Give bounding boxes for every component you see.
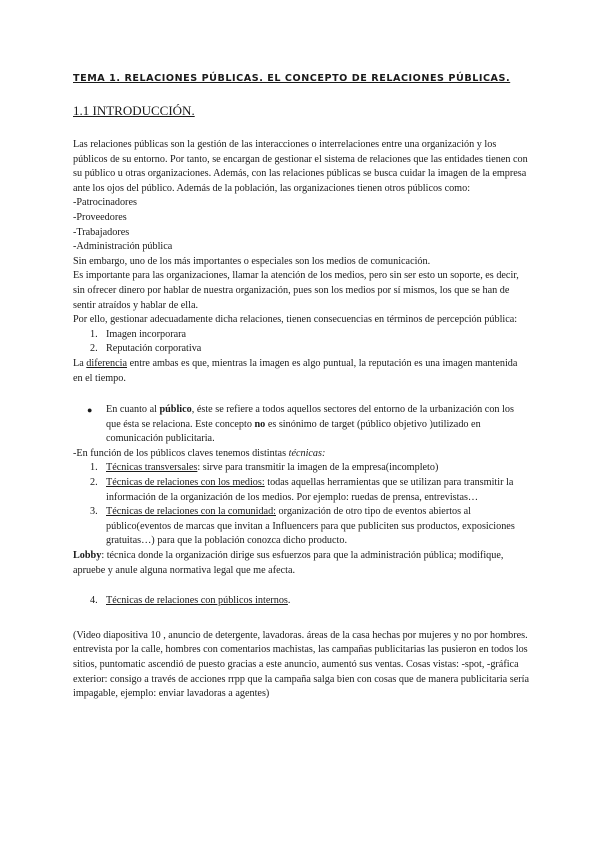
bullet-text: , éste se refiere a todos aquellos sectores del entorno de la urbanización con los que ésta se relaciona. Este concepto [106,404,514,430]
video-note-paragraph: (Video diapositiva 10 , anuncio de detergente, lavadoras. áreas de la casa hechas por mujeres y no por hombres. entrevista por la calle, hombres con comentarios machistas, las campañas publicitarias las pusieron en todos los sitios, puntomatic ascendió de puesto gracias a este anuncio, aumentó sus ventas. Cosas vistas: -spot, -gráfica exterior: consigo a través de acciones rrpp que la campaña salga bien con cosas que de manera publicitaria sería impagable, ejemplo: enviar lavadoras a agentes) [73,629,529,700]
technique-label: Técnicas de relaciones con los medios: [106,477,265,489]
technique-label: Técnicas transversales [106,462,198,474]
public-item: -Trabajadores [73,226,130,238]
list-number: 3. [90,506,98,518]
list-number: 4. [90,595,98,607]
list-number: 1. [90,328,98,340]
lobby-paragraph [73,549,529,578]
consequences-paragraph: Por ello, gestionar adecuadamente dicha relaciones, tienen consecuencias en términos de percepción pública: [73,314,518,326]
public-item: -Proveedores [73,211,127,223]
perception-item [73,328,529,343]
public-item: -Administración pública [73,241,173,253]
public-item: -Patrocinadores [73,197,137,209]
lobby-desc: : técnica donde la organización dirige sus esfuerzos para que la administración pública; modifique, apruebe y anule alguna normativa legal que me afecta. [73,550,504,576]
perception-list [73,328,529,357]
bullet-dot-icon: ● [87,405,93,416]
technique-item [73,594,529,609]
techniques-intro-text: -En función de los públicos claves tenemos distintas [73,447,289,459]
bullet-bold-publico: público [159,404,192,416]
technique-label: Técnicas de relaciones con la comunidad: [106,506,276,518]
technique-suffix: . [287,595,291,607]
intro-paragraph: Las relaciones públicas son la gestión de las interacciones o interrelaciones entre una organización y los públicos de su entorno. Por tanto, se encargan de gestionar el sistema de relaciones que las entidades tienen con su público u otras organizaciones. Además, con las relaciones públicas se busca cuidar la imagen de la empresa ante los ojos del público. Además de la población, las organizaciones tienen otros públicos como: [73,139,528,194]
document-page [73,72,529,702]
list-number: 1. [90,462,98,474]
list-number: 2. [90,343,98,355]
media-important-line: Sin embargo, uno de los más importantes o especiales son los medios de comunicación. [73,255,431,267]
bullet-text: es sinónimo de target (público objetivo )utilizado en comunicación publicitaria. [106,418,481,445]
publics-list [73,196,529,254]
technique-desc: : sirve para transmitir la imagen de la empresa(incompleto) [197,462,439,474]
bullet-bold-no: no [254,418,266,430]
technique-desc: organización de otro tipo de eventos abiertos al público(eventos de marcas que invitan a Influencers para que publiciten sus productos, exposiciones gratuitas…) para que la población conozca dicho producto. [106,506,515,547]
public-bullet [73,403,529,447]
technique-label: Técnicas de relaciones con públicos internos [106,595,288,607]
techniques-intro-italic: técnicas: [288,447,326,459]
list-text: Reputación corporativa [106,343,202,355]
difference-rest: entre ambas es que, mientras la imagen es algo puntual, la reputación es una imagen mantenida en el tiempo. [73,357,518,384]
document-title: TEMA 1. RELACIONES PÚBLICAS. EL CONCEPTO DE RELACIONES PÚBLICAS. [73,73,511,84]
difference-paragraph [73,357,529,386]
difference-prefix: La [73,357,87,369]
techniques-intro [73,447,529,462]
techniques-list-continued [73,594,529,609]
media-paragraph: Es importante para las organizaciones, llamar la atención de los medios, pero sin ser esto un soporte, es decir, sin ofrecer dinero por hablar de nuestra organización, pues son los medios por sí mismos, los que se han de sentir atraídos y hablar de ella. [73,270,519,311]
technique-item [73,461,529,476]
technique-item [73,505,529,549]
list-number: 2. [90,477,98,489]
list-text: Imagen incorporara [106,328,187,340]
lobby-term: Lobby [73,550,102,562]
bullet-text: En cuanto al [106,404,160,416]
difference-keyword: diferencia [86,357,128,369]
techniques-list [73,461,529,549]
technique-desc: todas aquellas herramientas que se utilizan para transmitir la información de la organización de los medios. Por ejemplo: ruedas de prensa, entrevistas… [106,477,514,503]
technique-item [73,476,529,505]
perception-item [73,342,529,357]
section-heading: 1.1 INTRODUCCIÓN. [73,103,195,118]
